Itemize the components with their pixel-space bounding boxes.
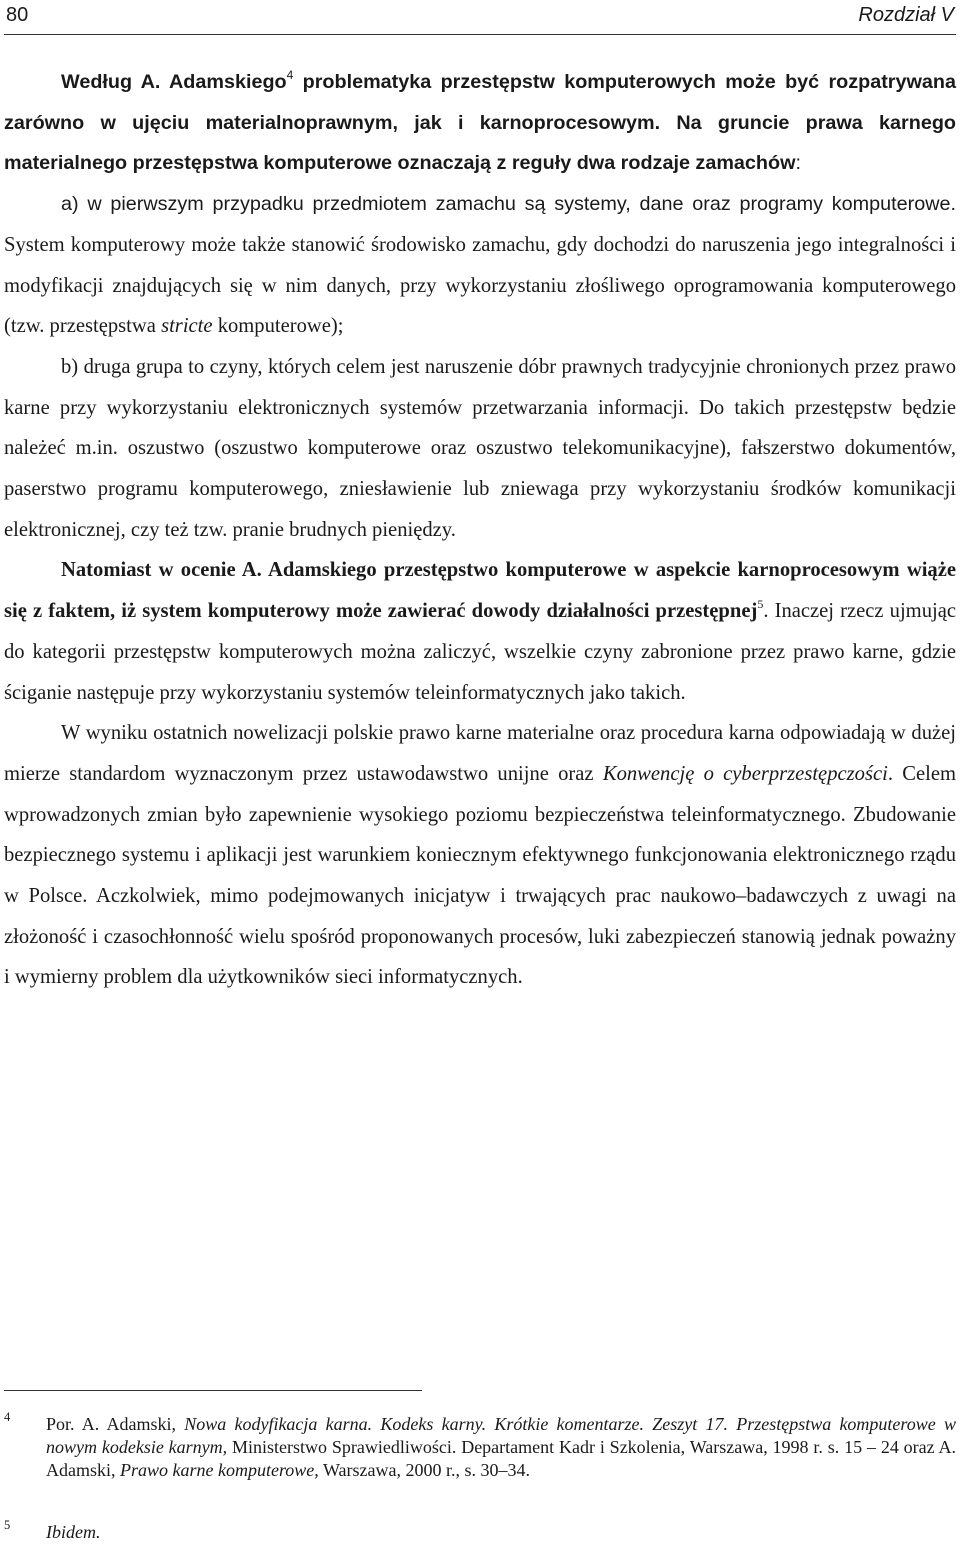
paragraph-5 [4,713,956,998]
p2-item-a: a) w pierwszym przypadku przedmiotem zamachu są systemy, dane oraz programy komputerowe. [61,193,956,216]
p1-lead: Według A. Adamskiego [61,71,287,93]
paragraph-4 [4,550,956,713]
paragraph-2 [4,184,956,347]
footnote-number: 5 [4,1518,11,1532]
footnote-5 [4,1518,956,1544]
footnote-4-part-1: Por. A. Adamski, [46,1414,185,1434]
p5-before: W wyniku ostatnich nowelizacji polskie prawo karne materialne oraz procedura karna odpowiadają w dużej mierze standardom wyznaczonym przez ustawodawstwo unijne oraz [4,722,956,785]
footnote-4-part-3: Warszawa, 2000 r., s. 30–34. [318,1460,530,1480]
p4-text: . Inaczej rzecz ujmując do kategorii przestępstw komputerowych można zaliczyć, wszelkie czyny zabronione przez prawo karne, gdzie ściganie następuje przy wykorzystaniu systemów teleinformatycznych jako takich. [4,600,956,704]
p5-after: . Celem wprowadzonych zmian było zapewnienie wysokiego poziomu bezpieczeństwa teleinformatycznego. Zbudowanie bezpiecznego systemu i aplikacji jest warunkiem koniecznym efektywnego funkcjonowania elektronicznego rządu w Polsce. Aczkolwiek, mimo podejmowanych inicjatyw i trwających prac naukowo–badawczych z uwagi na złożoność i czasochłonność wielu spośród proponowanych procesów, luki zabezpieczeń stanowią jednak poważny i wymierny problem dla użytkowników sieci informatycznych. [4,762,956,989]
paragraph-1 [4,62,956,184]
chapter-title: Rozdział V [858,4,954,26]
footnote-ref-4[interactable]: 4 [286,68,294,82]
p5-convention-title: Konwencję o cyberprzestępczości [602,762,888,785]
p2-stricte: stricte [161,315,213,338]
body-text [4,62,956,998]
footnote-text [46,1521,956,1544]
p2-text: System komputerowy może także stanowić środowisko zamachu, gdy dochodzi do naruszenia jego integralności i modyfikacji znajdujących się w nim danych, przy wykorzystaniu złośliwego oprogramowania komputerowego (tzw. przestępstwa [4,233,956,338]
p4-bold-text: Natomiast w ocenie A. Adamskiego przestępstwo komputerowe w aspekcie karnoprocesowym wiąże się z faktem, iż system komputerowy może zawierać dowody działalności przestępnej [4,559,956,623]
footnote-4-title-1: Nowa kodyfikacja karna. Kodeks karny. Krótkie komentarze. Zeszyt 17. Przestępstwa komputerowe w nowym kodeksie karnym, [46,1414,956,1457]
paragraph-3 [4,347,956,551]
footnote-ref-5[interactable]: 5 [757,597,764,612]
page-number: 80 [6,4,29,26]
footnote-text [46,1413,956,1482]
running-header [4,0,956,35]
footnote-4-part-2: Ministerstwo Sprawiedliwości. Departament Kadr i Szkolenia, Warszawa, 1998 r. s. 15 – 24 oraz A. Adamski, [46,1437,956,1480]
footnote-number: 4 [4,1410,11,1424]
footnote-5-ibidem: Ibidem. [46,1522,101,1542]
footnote-4-title-2: Prawo karne komputerowe, [120,1460,319,1480]
p1-colon: : [795,152,801,175]
p3-item-b: b) druga grupa to czyny, których celem jest naruszenie dóbr prawnych tradycyjnie chronionych przez prawo karne przy wykorzystaniu elektronicznych systemów przetwarzania informacji. Do takich przestępstw będzie należeć m.in. oszustwo (oszustwo komputerowe oraz oszustwo telekomunikacyjne), fałszerstwo dokumentów, paserstwo programu komputerowego, zniesławienie lub zniewaga przy wykorzystaniu środków komunikacji elektronicznej, czy też tzw. pranie brudnych pieniędzy. [4,355,956,541]
p1-bold-text: problematyka przestępstw komputerowych może być rozpatrywana zarówno w ujęciu materialnoprawnym, jak i karnoprocesowym. Na gruncie prawa karnego materialnego przestępstwa komputerowe oznaczają z reguły dwa rodzaje zamachów [4,71,956,175]
p2-after: komputerowe); [212,315,344,338]
footnote-separator [4,1390,422,1391]
footnote-4 [4,1410,956,1482]
